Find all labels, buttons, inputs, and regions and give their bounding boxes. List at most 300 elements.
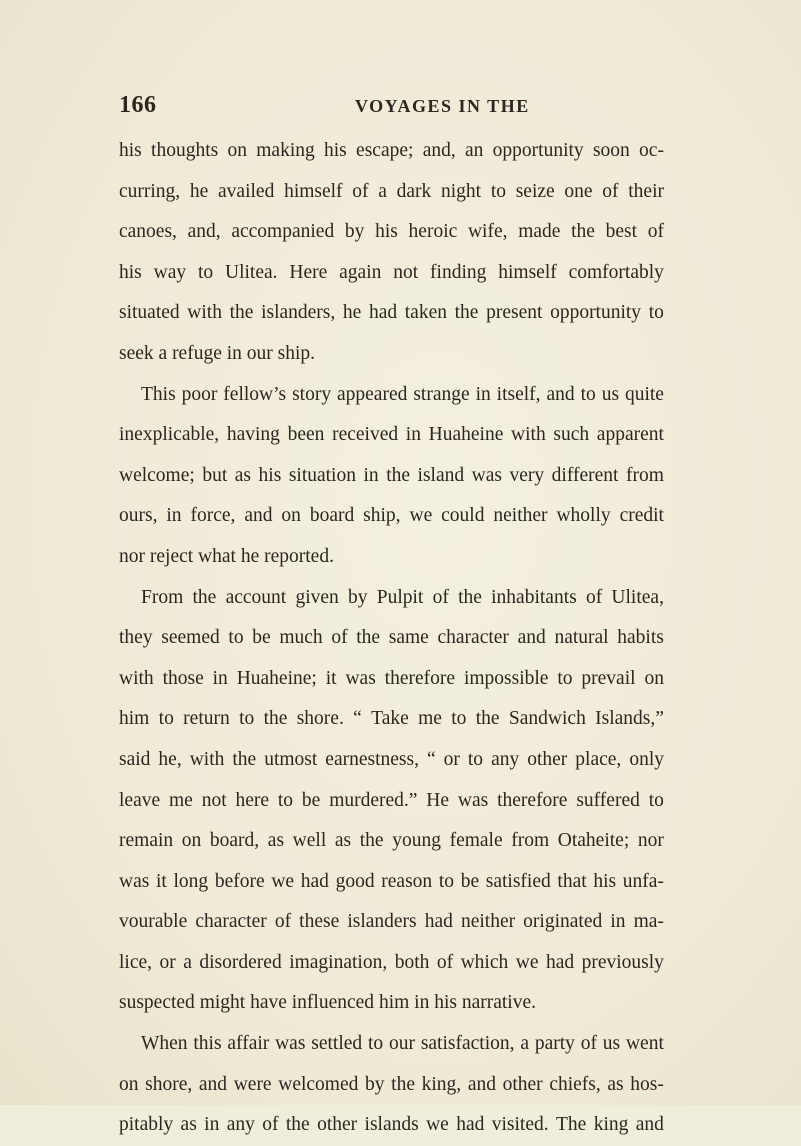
word: us [601, 383, 620, 405]
word: be [460, 870, 480, 892]
word: by [348, 586, 368, 608]
word: present [486, 302, 543, 324]
word: to [490, 180, 506, 202]
word: to [158, 708, 174, 730]
word: soon [592, 140, 630, 161]
word: and [517, 627, 546, 649]
word: the [454, 302, 479, 324]
word: a [183, 951, 192, 973]
word: islanders [347, 911, 417, 933]
word: and [635, 1114, 664, 1136]
word: a [520, 1033, 529, 1055]
word: with [187, 302, 222, 324]
word: earnestness, [325, 748, 419, 770]
word: that [557, 870, 587, 892]
word: remain [119, 830, 174, 852]
word: apparent [596, 424, 664, 446]
word: leave [119, 789, 161, 811]
word: same [388, 627, 429, 649]
word: other [502, 1073, 543, 1095]
word: of [432, 586, 449, 608]
word: was [471, 464, 502, 486]
word: Ulitea. [225, 261, 278, 283]
word: satisfied [485, 870, 551, 892]
word: the [285, 1114, 310, 1136]
word: vourable [119, 911, 188, 933]
word: Sandwich [508, 708, 586, 730]
word: dark [396, 180, 432, 202]
word: be [252, 627, 271, 649]
word: in [405, 424, 421, 446]
text-line [119, 253, 664, 294]
word: of [647, 221, 664, 243]
word: given [295, 586, 339, 608]
word: of [436, 951, 454, 973]
word: to [648, 789, 664, 811]
word: not [201, 789, 227, 811]
word: previously [581, 951, 664, 973]
word: credit [619, 505, 664, 527]
word: story [292, 383, 332, 405]
word: went [625, 1033, 664, 1055]
word: different [551, 464, 619, 486]
word: to [197, 261, 214, 283]
word: nor [637, 830, 664, 852]
word: welcomed [278, 1073, 359, 1095]
word: to [467, 748, 484, 770]
word: availed [218, 180, 275, 202]
word: “ [353, 708, 362, 730]
text-line [119, 781, 664, 822]
text-line [119, 1024, 664, 1065]
word: place, [575, 748, 622, 770]
word: his [434, 992, 457, 1014]
word: of [580, 1033, 597, 1055]
text-line [119, 537, 664, 578]
word: Take [371, 708, 409, 730]
text-line [119, 131, 664, 172]
word: we [515, 951, 539, 973]
word: himself [498, 261, 557, 283]
word: Here [289, 261, 328, 283]
word: him [378, 992, 410, 1014]
word: but [202, 464, 228, 486]
word: visited. [491, 1114, 549, 1136]
word: any [226, 1114, 255, 1136]
word: the [386, 464, 411, 486]
word: had [300, 870, 329, 892]
word: suffered [576, 789, 640, 811]
word: best [605, 221, 638, 243]
word: said [119, 748, 151, 770]
text-line [119, 862, 664, 903]
word: been [287, 424, 325, 446]
word: Otaheite; [557, 830, 630, 852]
text-line [119, 821, 664, 862]
word: narrative. [461, 992, 537, 1014]
word: before [214, 870, 265, 892]
word: with [119, 667, 154, 689]
word: of [262, 1114, 279, 1136]
word: Islands,” [595, 708, 664, 730]
word: wife, [467, 221, 508, 243]
word: other [317, 1114, 358, 1136]
word: character [195, 911, 267, 933]
word: his [119, 261, 142, 283]
word: shore. [296, 708, 344, 730]
word: “ [426, 748, 436, 770]
word: he, [158, 748, 182, 770]
word: have [250, 992, 287, 1014]
word: poor [181, 383, 218, 405]
word: as [607, 1073, 624, 1095]
word: disordered [199, 951, 282, 973]
text-line [119, 902, 664, 943]
word: on [281, 505, 301, 527]
word: female [449, 830, 503, 852]
word: Huaheine; [236, 667, 317, 689]
text-line [119, 415, 664, 456]
word: finding [430, 261, 487, 283]
word: he [342, 302, 362, 324]
word: very [509, 464, 545, 486]
word: refuge [172, 342, 222, 364]
word: with [511, 424, 546, 446]
text-line [119, 496, 664, 537]
word: imagination, [289, 951, 388, 973]
word: reason [381, 870, 433, 892]
word: and, [187, 221, 221, 243]
word: neither [460, 911, 516, 933]
word: the [458, 586, 482, 608]
word: hos- [630, 1073, 664, 1095]
word: us [602, 1033, 621, 1055]
word: the [229, 302, 254, 324]
word: the [391, 1073, 415, 1095]
word: seemed [161, 627, 220, 649]
word: had [368, 302, 398, 324]
word: he [189, 180, 209, 202]
word: and [467, 1073, 496, 1095]
word: originated [523, 911, 603, 933]
word: their [628, 180, 664, 202]
word: When [141, 1033, 188, 1055]
word: the [263, 708, 288, 730]
text-line [119, 293, 664, 334]
word: only [629, 748, 664, 770]
word: party [534, 1033, 575, 1055]
word: habits [617, 627, 664, 649]
word: way [153, 261, 187, 283]
word: as [180, 1114, 197, 1136]
word: had [456, 1114, 485, 1136]
word: we [426, 1114, 449, 1136]
word: wholly [556, 505, 611, 527]
word: inhabitants [491, 586, 577, 608]
word: seize [515, 180, 555, 202]
word: his [375, 221, 398, 243]
word: a [158, 342, 168, 364]
word: having [226, 424, 280, 446]
word: and [198, 1073, 228, 1095]
word: this [193, 1033, 222, 1055]
word: the [232, 748, 257, 770]
word: opportunity [550, 302, 642, 324]
text-line [119, 172, 664, 213]
text-line [119, 943, 664, 984]
text-line [119, 1065, 664, 1106]
word: natural [554, 627, 609, 649]
word: escape; [356, 140, 414, 161]
word: king [593, 1114, 629, 1136]
word: comfortably [568, 261, 664, 283]
word: in [363, 464, 379, 486]
word: to [648, 302, 664, 324]
word: in [204, 1114, 220, 1136]
word: neither [493, 505, 548, 527]
word: his [258, 464, 282, 486]
word: in [212, 667, 228, 689]
word: as [334, 830, 352, 852]
word: or [443, 748, 460, 770]
word: Ulitea, [611, 586, 664, 608]
word: appeared [337, 383, 408, 405]
word: heroic [408, 221, 458, 243]
word: accompanied [231, 221, 335, 243]
word: to [228, 627, 244, 649]
word: to [580, 383, 596, 405]
word: from [511, 830, 550, 852]
text-line [119, 334, 664, 375]
word: pitably [119, 1114, 174, 1136]
word: of [331, 627, 348, 649]
word: impossible [463, 667, 549, 689]
text-line [119, 983, 664, 1024]
word: were [233, 1073, 272, 1095]
word: influenced [291, 992, 375, 1014]
text-line [119, 578, 664, 619]
word: both [394, 951, 430, 973]
word: was [457, 789, 489, 811]
word: in [166, 505, 182, 527]
word: which [460, 951, 509, 973]
word: Huaheine [428, 424, 504, 446]
word: could [441, 505, 485, 527]
word: a [378, 180, 387, 202]
word: to [277, 789, 294, 811]
word: was [345, 667, 376, 689]
word: the [359, 830, 384, 852]
word: ma- [633, 911, 664, 933]
word: situation [288, 464, 356, 486]
word: an [465, 140, 484, 161]
word: on [227, 140, 247, 161]
word: oc- [639, 140, 664, 161]
word: by [344, 221, 365, 243]
word: force, [190, 505, 236, 527]
word: on [644, 667, 664, 689]
word: they [119, 627, 153, 649]
word: satisfaction, [420, 1033, 515, 1055]
word: to [557, 667, 573, 689]
word: The [555, 1114, 587, 1136]
word: himself [284, 180, 343, 202]
word: he [240, 545, 260, 567]
word: opportunity [492, 140, 584, 161]
word: strange [413, 383, 470, 405]
word: quite [624, 383, 664, 405]
text-line [119, 456, 664, 497]
word: therefore [497, 789, 568, 811]
word: ship. [277, 342, 316, 364]
word: again [339, 261, 382, 283]
word: shore, [145, 1073, 193, 1095]
word: board [309, 505, 355, 527]
word: reject [149, 545, 194, 567]
text-line [119, 375, 664, 416]
word: not [393, 261, 419, 283]
word: seek [119, 342, 154, 364]
text-line [119, 659, 664, 700]
word: of [352, 180, 369, 202]
word: king, [421, 1073, 462, 1095]
text-line [119, 212, 664, 253]
word: the [192, 586, 217, 608]
word: murdered.” [329, 789, 418, 811]
word: account [225, 586, 287, 608]
word: with [189, 748, 225, 770]
word: reported. [264, 545, 334, 567]
word: in [610, 911, 626, 933]
word: From [141, 586, 184, 608]
word: good [335, 870, 375, 892]
word: the [356, 627, 381, 649]
word: lice, [119, 951, 153, 973]
word: made [518, 221, 561, 243]
word: of [602, 180, 619, 202]
word: ship, [363, 505, 401, 527]
word: islanders, [261, 302, 336, 324]
text-line [119, 618, 664, 659]
word: had [424, 911, 453, 933]
word: night [441, 180, 482, 202]
word: those [162, 667, 204, 689]
word: therefore [384, 667, 456, 689]
word: canoes, [119, 221, 177, 243]
word: in [226, 342, 242, 364]
word: and [546, 383, 575, 405]
text-line [119, 699, 664, 740]
word: settled [311, 1033, 363, 1055]
word: had [545, 951, 575, 973]
word: what [198, 545, 236, 567]
word: chiefs, [549, 1073, 601, 1095]
word: making [256, 140, 315, 161]
word: me [418, 708, 442, 730]
word: in [414, 992, 430, 1014]
word: welcome; [119, 464, 195, 486]
word: itself, [496, 383, 541, 405]
word: me [169, 789, 193, 811]
page-header [119, 92, 679, 122]
word: be [301, 789, 321, 811]
word: return [183, 708, 230, 730]
word: long [173, 870, 209, 892]
word: it [156, 870, 167, 892]
word: much [279, 627, 323, 649]
word: as [267, 830, 285, 852]
word: and [244, 505, 273, 527]
word: board, [209, 830, 260, 852]
word: the [571, 221, 595, 243]
word: was [119, 870, 150, 892]
word: to [367, 1033, 384, 1055]
word: from [625, 464, 664, 486]
word: of [274, 911, 292, 933]
word: character [437, 627, 509, 649]
word: curring, [119, 180, 181, 202]
word: This [141, 383, 176, 405]
word: to [451, 708, 467, 730]
text-line [119, 740, 664, 781]
word: affair [227, 1033, 270, 1055]
word: or [159, 951, 176, 973]
word: it [325, 667, 337, 689]
word: on [119, 1073, 139, 1095]
word: suspected [119, 992, 195, 1014]
word: one [564, 180, 593, 202]
word: we [409, 505, 433, 527]
word: his [593, 870, 617, 892]
word: other [527, 748, 568, 770]
word: nor [119, 545, 145, 567]
text-line [119, 1105, 664, 1146]
word: to [438, 870, 455, 892]
word: taken [404, 302, 447, 324]
word: fellow’s [223, 383, 287, 405]
word: well [292, 830, 327, 852]
word: the [475, 708, 500, 730]
word: inexplicable, [119, 424, 220, 446]
word: his [119, 140, 142, 161]
word: him [119, 708, 150, 730]
word: prevail [581, 667, 636, 689]
word: as [234, 464, 252, 486]
word: our [246, 342, 273, 364]
word: unfa- [622, 870, 664, 892]
page-number: 166 [119, 92, 157, 118]
word: these [299, 911, 340, 933]
word: in [475, 383, 491, 405]
word: thoughts [151, 140, 219, 161]
word: here [235, 789, 270, 811]
word: on [181, 830, 202, 852]
word: any [491, 748, 520, 770]
word: and, [422, 140, 456, 161]
word: situated [119, 302, 180, 324]
word: we [271, 870, 295, 892]
word: by [365, 1073, 385, 1095]
running-head: VOYAGES IN THE [355, 96, 530, 116]
word: such [553, 424, 590, 446]
word: his [324, 140, 347, 161]
word: of [585, 586, 603, 608]
word: utmost [264, 748, 318, 770]
word: islands [364, 1114, 419, 1136]
word: received [332, 424, 399, 446]
word: Pulpit [376, 586, 424, 608]
word: to [239, 708, 255, 730]
